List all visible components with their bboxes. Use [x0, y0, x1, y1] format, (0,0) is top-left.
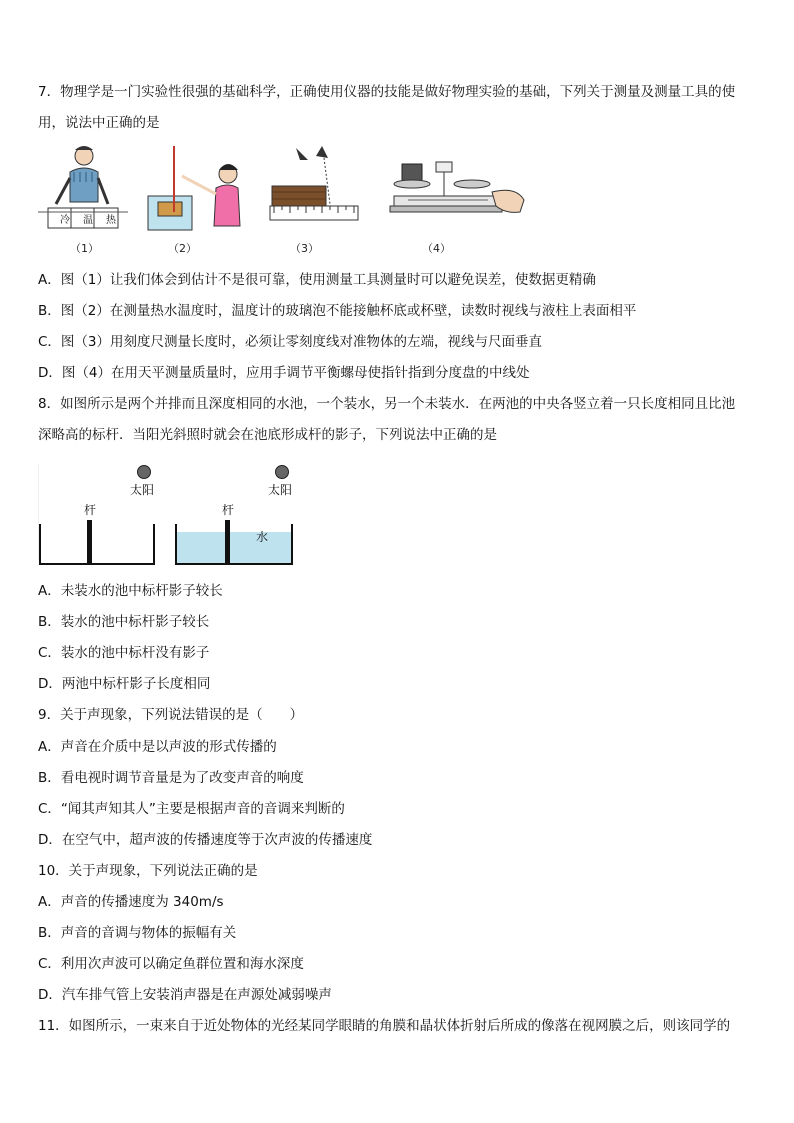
pools-drawing	[38, 460, 300, 568]
q9-option-a: A．声音在介质中是以声波的形式传播的	[38, 739, 277, 755]
q7-option-d: D．图（4）在用天平测量质量时，应用手调节平衡螺母使指针指到分度盘的中线处	[38, 365, 530, 381]
water-label: 水	[256, 530, 269, 544]
q9-option-c: C．“闻其声知其人”主要是根据声音的音调来判断的	[38, 801, 345, 817]
q10-option-c: C．利用次声波可以确定鱼群位置和海水深度	[38, 956, 304, 972]
q7-option-a: A．图（1）让我们体会到估计不是很可靠，使用测量工具测量时可以避免误差，使数据更精确	[38, 272, 596, 288]
q7-figures	[38, 142, 538, 260]
q7-option-b: B．图（2）在测量热水温度时，温度计的玻璃泡不能接触杯底或杯壁，读数时视线与液柱上表面相平	[38, 303, 637, 319]
q7-option-c: C．图（3）用刻度尺测量长度时，必须让零刻度线对准物体的左端，视线与尺面垂直	[38, 334, 543, 350]
figure1-label-warm: 温	[83, 215, 93, 226]
q10-option-b: B．声音的音调与物体的振幅有关	[38, 925, 237, 941]
figure4-caption: （4）	[422, 242, 451, 255]
left-sun-label: 太阳	[130, 483, 155, 497]
q10-option-a: A．声音的传播速度为 340m/s	[38, 894, 224, 910]
q11-stem: 11．如图所示，一束来自于近处物体的光经某同学眼睛的角膜和晶状体折射后所成的像落在视网膜之后，则该同学的	[38, 1018, 731, 1034]
right-sun-label: 太阳	[268, 483, 293, 497]
q8-option-a: A．未装水的池中标杆影子较长	[38, 583, 223, 599]
q8-pools-figure	[38, 460, 300, 568]
figure2-caption: （2）	[168, 242, 197, 255]
q8-option-c: C．装水的池中标杆没有影子	[38, 645, 210, 661]
figure3-caption: （3）	[290, 242, 319, 255]
figure1-label-cold: 冷	[60, 215, 70, 226]
figure1-label-hot: 热	[106, 215, 116, 226]
figure3-ruler-illustration	[268, 142, 363, 237]
q7-stem-line2: 用，说法中正确的是	[38, 115, 160, 131]
q9-option-d: D．在空气中，超声波的传播速度等于次声波的传播速度	[38, 832, 373, 848]
left-pole-label: 杆	[84, 503, 97, 517]
q9-stem: 9．关于声现象，下列说法错误的是（ ）	[38, 707, 304, 723]
q8-option-d: D．两池中标杆影子长度相同	[38, 676, 211, 692]
right-pole-label: 杆	[222, 503, 235, 517]
q8-stem-line2: 深略高的标杆．当阳光斜照时就会在池底形成杆的影子，下列说法中正确的是	[38, 427, 497, 443]
q8-stem-line1: 8．如图所示是两个并排而且深度相同的水池，一个装水，另一个未装水．在两池的中央各竖立着一只长度相同且比池	[38, 396, 736, 412]
figure2-thermometer-illustration	[146, 142, 242, 237]
figure1-caption: （1）	[70, 242, 99, 255]
q10-stem: 10．关于声现象，下列说法正确的是	[38, 863, 258, 879]
figure4-balance-illustration	[388, 142, 528, 237]
q10-option-d: D．汽车排气管上安装消声器是在声源处减弱噪声	[38, 987, 332, 1003]
q9-option-b: B．看电视时调节音量是为了改变声音的响度	[38, 770, 304, 786]
q8-option-b: B．装水的池中标杆影子较长	[38, 614, 210, 630]
q7-stem-line1: 7．物理学是一门实验性很强的基础科学，正确使用仪器的技能是做好物理实验的基础，下列关于测量及测量工具的使	[38, 84, 736, 100]
